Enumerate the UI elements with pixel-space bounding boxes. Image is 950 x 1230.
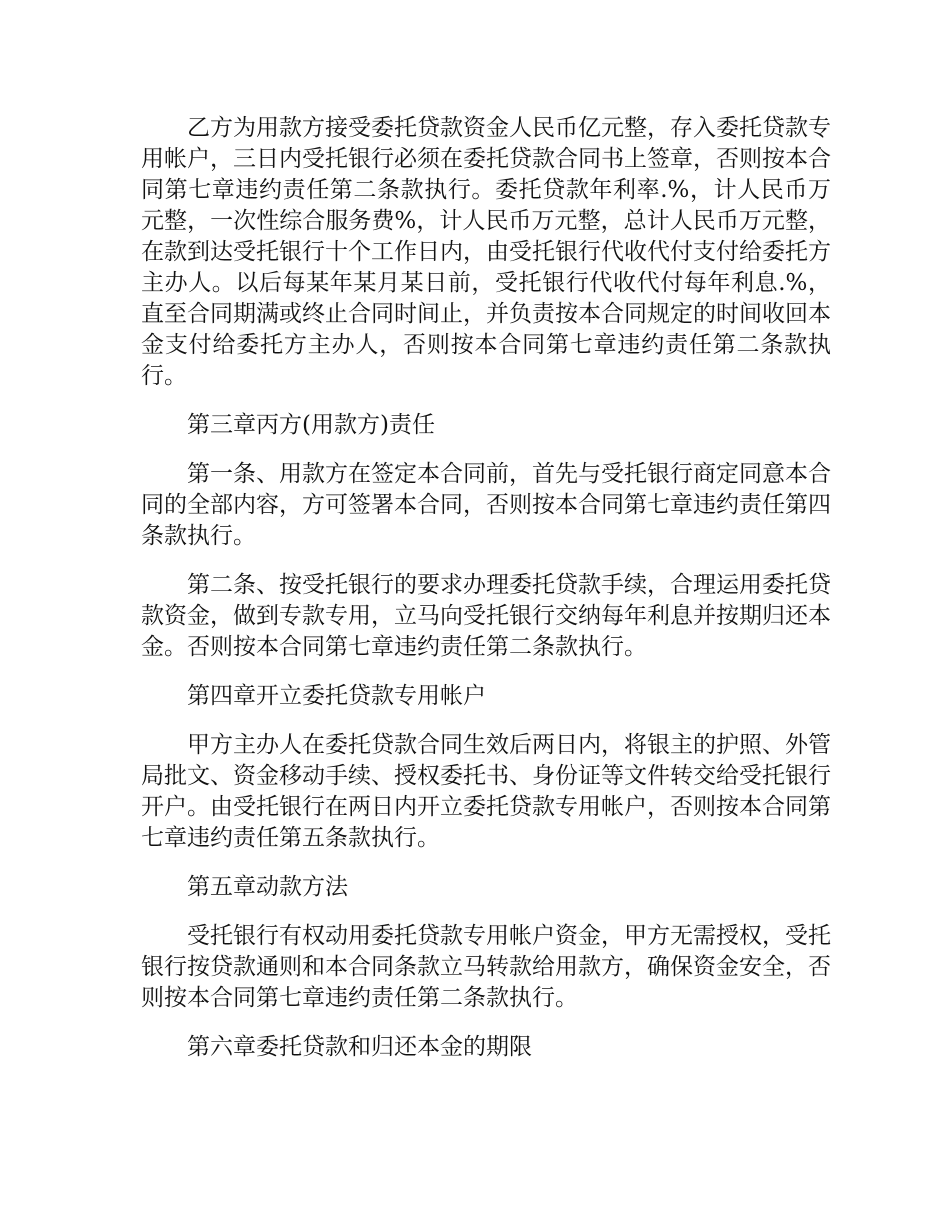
paragraph-chapter-5-body: 受托银行有权动用委托贷款专用帐户资金，甲方无需授权，受托银行按贷款通则和本合同条款立马转款给用款方，确保资金安全，否则按本合同第七章违约责任第二条款执行。: [141, 923, 831, 1011]
paragraph-chapter-3-article-2: 第二条、按受托银行的要求办理委托贷款手续，合理运用委托贷款资金，做到专款专用，立马向受托银行交纳每年利息并按期归还本金。否则按本合同第七章违约责任第二条款执行。: [141, 572, 831, 660]
document-body: [141, 113, 831, 1081]
chapter-4-heading: 第四章开立委托贷款专用帐户: [187, 683, 486, 709]
chapter-6-heading: 第六章委托贷款和归还本金的期限: [187, 1034, 532, 1060]
paragraph-party-b-loan-terms: 乙方为用款方接受委托贷款资金人民币亿元整，存入委托贷款专用帐户，三日内受托银行必须在委托贷款合同书上签章，否则按本合同第七章违约责任第二条款执行。委托贷款年利率.%，计人民币万元整，一次性综合服务费%，计人民币万元整，总计人民币万元整，在款到达受托银行十个工作日内，由受托银行代收代付支付给委托方主办人。以后每某年某月某日前，受托银行代收代付每年利息.%，直至合同期满或终止合同时间止，并负责按本合同规定的时间收回本金支付给委托方主办人，否则按本合同第七章违约责任第二条款执行。: [141, 115, 831, 389]
paragraph-chapter-3-article-1: 第一条、用款方在签定本合同前，首先与受托银行商定同意本合同的全部内容，方可签署本合同，否则按本合同第七章违约责任第四条款执行。: [141, 461, 831, 549]
chapter-5-heading: 第五章动款方法: [187, 874, 348, 900]
paragraph-chapter-4-body: 甲方主办人在委托贷款合同生效后两日内，将银主的护照、外管局批文、资金移动手续、授权委托书、身份证等文件转交给受托银行开户。由受托银行在两日内开立委托贷款专用帐户，否则按本合同第七章违约责任第五条款执行。: [141, 732, 831, 851]
chapter-3-heading: 第三章丙方(用款方)责任: [187, 412, 435, 438]
